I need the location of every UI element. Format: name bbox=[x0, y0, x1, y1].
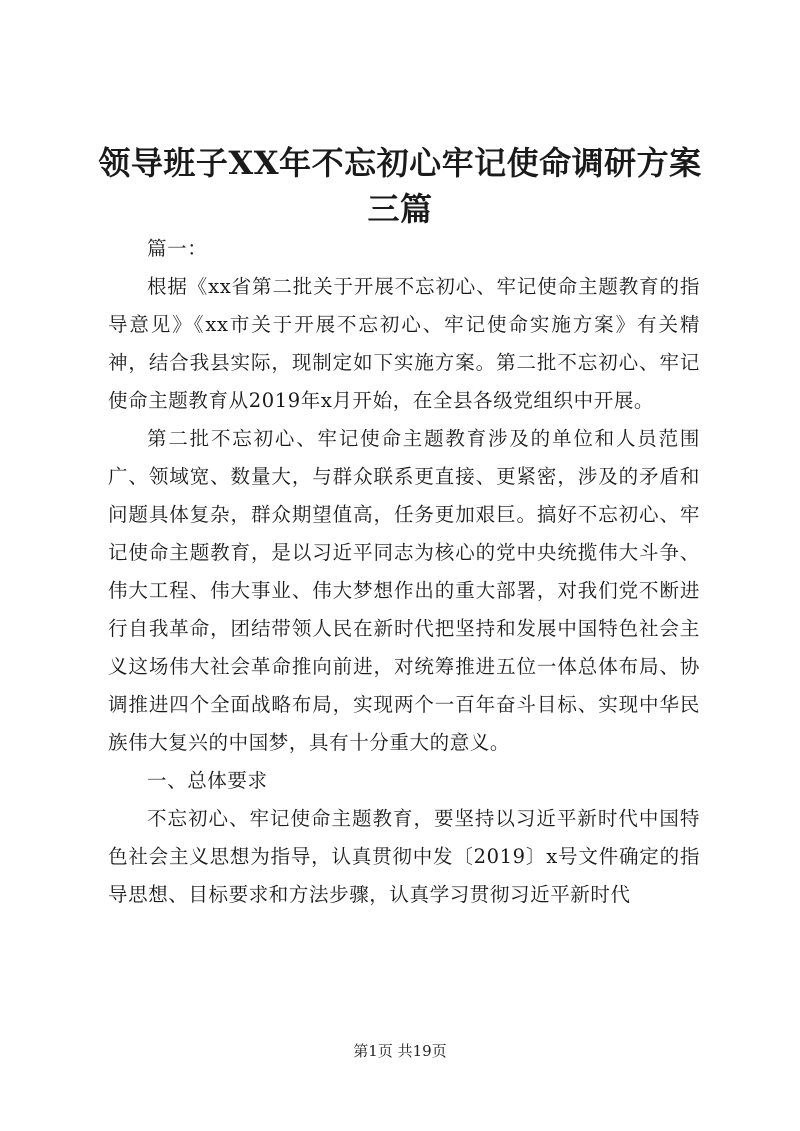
section-label: 篇一： bbox=[147, 237, 208, 260]
document-body bbox=[108, 230, 700, 914]
document-title: 领导班子XX年不忘初心牢记使命调研方案三篇 bbox=[98, 144, 702, 228]
paragraph-3: 不忘初心、牢记使命主题教育，要坚持以习近平新时代中国特色社会主义思想为指导，认真贯彻中发〔2019〕x号文件确定的指导思想、目标要求和方法步骤，认真学习贯彻习近平新时代 bbox=[108, 807, 700, 906]
paragraph-1: 根据《xx省第二批关于开展不忘初心、牢记使命主题教育的指导意见》《xx市关于开展不忘初心、牢记使命实施方案》有关精神，结合我县实际，现制定如下实施方案。第二批不忘初心、牢记使命主题教育从2019年x月开始，在全县各级党组织中开展。 bbox=[108, 275, 700, 412]
section-heading-1: 一、总体要求 bbox=[147, 769, 268, 792]
page-footer: 第1页 共19页 bbox=[353, 1042, 447, 1060]
paragraph-2: 第二批不忘初心、牢记使命主题教育涉及的单位和人员范围广、领域宽、数量大，与群众联系更直接、更紧密，涉及的矛盾和问题具体复杂，群众期望值高，任务更加艰巨。搞好不忘初心、牢记使命主题教育，是以习近平同志为核心的党中央统揽伟大斗争、伟大工程、伟大事业、伟大梦想作出的重大部署，对我们党不断进行自我革命，团结带领人民在新时代把坚持和发展中国特色社会主义这场伟大社会革命推向前进，对统筹推进五位一体总体布局、协调推进四个全面战略布局，实现两个一百年奋斗目标、实现中华民族伟大复兴的中国梦，具有十分重大的意义。 bbox=[108, 427, 700, 754]
